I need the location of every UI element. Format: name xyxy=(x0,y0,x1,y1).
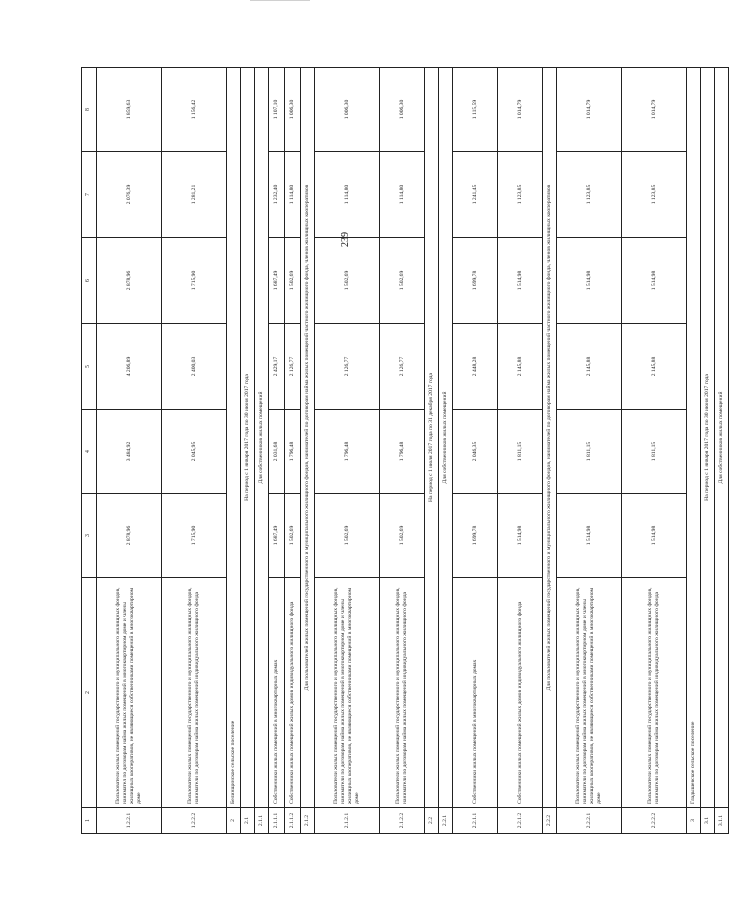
row-value-col-6: 1 699,78 xyxy=(453,238,498,324)
row-value-col-7: 1 123,85 xyxy=(557,152,622,238)
row-value-col-6: 1 514,98 xyxy=(498,238,543,324)
row-value-col-7: 1 123,85 xyxy=(498,152,543,238)
row-value-col-8: 1 115,59 xyxy=(453,68,498,152)
row-value-col-5: 4 206,89 xyxy=(97,324,162,410)
column-number-3: 3 xyxy=(82,494,97,578)
column-number-1: 1 xyxy=(82,808,97,834)
section-title: Гладышевское сельское поселение xyxy=(687,68,701,808)
row-id: 2.1.2.2 xyxy=(380,808,425,834)
row-value-col-6: 1 502,69 xyxy=(285,238,301,324)
row-value-col-8: 1 006,30 xyxy=(380,68,425,152)
scan-mark-top xyxy=(250,0,310,1)
table-row xyxy=(285,68,301,834)
row-id: 3.1.1 xyxy=(715,808,729,834)
row-value-col-5: 2 145,88 xyxy=(557,324,622,410)
row-description: Пользователи жилых помещений государственного и муниципального жилищных фондов, наниматели по договорам найма жилых помещений в многоквартирном доме и члены жилищных кооперативов, не являющиеся собственниками помещений в многоквартирном доме xyxy=(557,578,622,808)
row-id: 3.1 xyxy=(701,808,715,834)
table-row xyxy=(315,68,380,834)
period-row xyxy=(439,68,453,834)
row-description: Пользователи жилых помещений государственного и муниципального жилищных фондов, наниматели по договорам найма жилых помещений индивидуального жилищного фонда xyxy=(622,578,687,808)
row-description: Собственники жилых помещений в многоквартирных домах xyxy=(453,578,498,808)
row-value-col-5: 2 126,77 xyxy=(380,324,425,410)
row-value-col-8: 1 014,79 xyxy=(498,68,543,152)
row-value-col-7: 1 114,80 xyxy=(380,152,425,238)
table-row xyxy=(380,68,425,834)
row-value-col-4: 2 031,68 xyxy=(269,410,285,494)
row-value-col-7: 1 281,21 xyxy=(162,152,227,238)
row-value-col-5: 2 126,77 xyxy=(315,324,380,410)
row-value-col-6: 1 502,69 xyxy=(315,238,380,324)
section-row xyxy=(687,68,701,834)
row-value-col-7: 2 076,39 xyxy=(97,152,162,238)
row-value-col-3: 2 878,96 xyxy=(97,494,162,578)
row-value-col-7: 1 232,40 xyxy=(269,152,285,238)
row-value-col-8: 1 014,79 xyxy=(622,68,687,152)
row-id: 3 xyxy=(687,808,701,834)
row-value-col-3: 1 514,98 xyxy=(622,494,687,578)
row-value-col-4: 1 796,48 xyxy=(285,410,301,494)
row-id: 2.2.2.2 xyxy=(622,808,687,834)
row-description: Собственники жилых помещений жилых домов индивидуального жилищного фонда xyxy=(498,578,543,808)
column-number-6: 6 xyxy=(82,238,97,324)
span-label: На период с 1 января 2017 года по 30 июня 2017 года xyxy=(241,68,255,808)
period-row xyxy=(301,68,315,834)
row-id: 1.2.2.2 xyxy=(162,808,227,834)
row-value-col-4: 1 811,15 xyxy=(498,410,543,494)
period-row xyxy=(255,68,269,834)
span-label: На период с 1 января 2017 года по 30 июня 2017 года xyxy=(701,68,715,808)
column-number-2: 2 xyxy=(82,578,97,808)
row-value-col-3: 1 687,49 xyxy=(269,494,285,578)
row-id: 1.2.2.1 xyxy=(97,808,162,834)
table-row xyxy=(622,68,687,834)
table-row xyxy=(498,68,543,834)
row-value-col-4: 1 796,48 xyxy=(315,410,380,494)
column-number-5: 5 xyxy=(82,324,97,410)
row-value-col-6: 2 878,96 xyxy=(97,238,162,324)
row-value-col-7: 1 114,80 xyxy=(285,152,301,238)
period-row xyxy=(701,68,715,834)
period-row xyxy=(715,68,729,834)
row-value-col-5: 2 145,88 xyxy=(498,324,543,410)
row-description: Пользователи жилых помещений государственного и муниципального жилищных фондов, наниматели по договорам найма жилых помещений индивидуального жилищного фонда xyxy=(162,578,227,808)
table-row xyxy=(557,68,622,834)
row-value-col-6: 1 715,90 xyxy=(162,238,227,324)
row-value-col-6: 1 502,69 xyxy=(380,238,425,324)
row-value-col-4: 3 484,92 xyxy=(97,410,162,494)
row-value-col-5: 2 145,88 xyxy=(622,324,687,410)
section-row xyxy=(227,68,241,834)
row-value-col-3: 1 699,78 xyxy=(453,494,498,578)
span-label: Для собственников жилых помещений xyxy=(439,68,453,808)
row-value-col-4: 1 796,48 xyxy=(380,410,425,494)
span-label: Для пользователей жилых помещений государственного и муниципального жилищного фондов, нанимателей по договорам найма жилых помещений частного жилищного фонда, членов жилищных кооперативов xyxy=(301,68,315,808)
row-value-col-3: 1 514,98 xyxy=(498,494,543,578)
row-value-col-5: 2 126,77 xyxy=(285,324,301,410)
row-value-col-3: 1 502,69 xyxy=(315,494,380,578)
period-row xyxy=(425,68,439,834)
row-value-col-4: 2 045,95 xyxy=(162,410,227,494)
section-title: Белинщинское сельское поселение xyxy=(227,68,241,808)
table-row xyxy=(269,68,285,834)
row-id: 2.1.1.2 xyxy=(285,808,301,834)
rotated-table-sheet xyxy=(81,68,724,834)
row-value-col-8: 1 006,30 xyxy=(285,68,301,152)
span-label: Для пользователей жилых помещений государственного и муниципального жилищного фондов, нанимателей по договорам найма жилых помещений частного жилищного фонда, членов жилищных кооперативов xyxy=(543,68,557,808)
row-value-col-4: 2 046,35 xyxy=(453,410,498,494)
table-row xyxy=(162,68,227,834)
table-rotation-frame xyxy=(81,68,724,834)
column-number-8: 8 xyxy=(82,68,97,152)
row-id: 2.2.1 xyxy=(439,808,453,834)
row-id: 2.2.1.2 xyxy=(498,808,543,834)
row-id: 2.2.2.1 xyxy=(557,808,622,834)
row-description: Пользователи жилых помещений государственного и муниципального жилищных фондов, нанимател по договорам найма жилых помещений в многоквартирном доме и члены жилищных кооперативов, не являющиеся собственниками помещений в многоквартирном доме xyxy=(97,578,162,808)
page-number: 239 xyxy=(339,231,351,247)
row-value-col-6: 1 514,98 xyxy=(622,238,687,324)
row-value-col-5: 2 448,28 xyxy=(453,324,498,410)
row-id: 2.1.1.1 xyxy=(269,808,285,834)
row-value-col-7: 1 241,45 xyxy=(453,152,498,238)
table-body xyxy=(82,68,729,834)
row-value-col-8: 1 006,30 xyxy=(315,68,380,152)
row-value-col-5: 2 429,17 xyxy=(269,324,285,410)
row-id: 2 xyxy=(227,808,241,834)
row-value-col-4: 1 811,15 xyxy=(622,410,687,494)
span-label: Для собственников жилых помещений xyxy=(715,68,729,808)
row-description: Пользователи жилых помещений государственного и муниципального жилищных фондов, наниматели по договорам найма жилых помещений индивидуального жилищного фонда xyxy=(380,578,425,808)
row-value-col-3: 1 514,98 xyxy=(557,494,622,578)
header-row xyxy=(82,68,97,834)
row-description: Собственники жилых помещений жилых домов индивидуального жилищного фонда xyxy=(285,578,301,808)
row-value-col-4: 1 811,15 xyxy=(557,410,622,494)
span-label: Для собственников жилых помещений xyxy=(255,68,269,808)
row-value-col-3: 1 502,69 xyxy=(285,494,301,578)
row-id: 2.2.1.1 xyxy=(453,808,498,834)
period-row xyxy=(543,68,557,834)
row-value-col-5: 2 400,03 xyxy=(162,324,227,410)
row-value-col-8: 1 859,63 xyxy=(97,68,162,152)
table-row xyxy=(97,68,162,834)
span-label: На период с 1 июля 2017 года по 31 декабря 2017 года xyxy=(425,68,439,808)
period-row xyxy=(241,68,255,834)
column-number-7: 7 xyxy=(82,152,97,238)
row-id: 2.1.1 xyxy=(255,808,269,834)
row-description: Пользователи жилых помещений государственного и муниципального жилищных фондов, наниматели по договорам найма жилых помещений в многоквартирном доме и члены жилищных кооперативов, не являющиеся собственниками помещений в многоквартирном доме xyxy=(315,578,380,808)
row-id: 2.2 xyxy=(425,808,439,834)
row-value-col-7: 1 123,85 xyxy=(622,152,687,238)
tariff-table xyxy=(81,67,729,834)
row-value-col-7: 1 114,80 xyxy=(315,152,380,238)
row-id: 2.1.2 xyxy=(301,808,315,834)
row-value-col-8: 1 107,10 xyxy=(269,68,285,152)
row-value-col-3: 1 715,90 xyxy=(162,494,227,578)
column-number-4: 4 xyxy=(82,410,97,494)
row-value-col-6: 1 687,49 xyxy=(269,238,285,324)
row-id: 2.1 xyxy=(241,808,255,834)
row-value-col-3: 1 502,69 xyxy=(380,494,425,578)
row-id: 2.2.2 xyxy=(543,808,557,834)
row-value-col-6: 1 514,98 xyxy=(557,238,622,324)
row-value-col-8: 1 156,42 xyxy=(162,68,227,152)
row-description: Собственники жилых помещений в многоквартирных домах xyxy=(269,578,285,808)
table-row xyxy=(453,68,498,834)
row-value-col-8: 1 014,79 xyxy=(557,68,622,152)
row-id: 2.1.2.1 xyxy=(315,808,380,834)
